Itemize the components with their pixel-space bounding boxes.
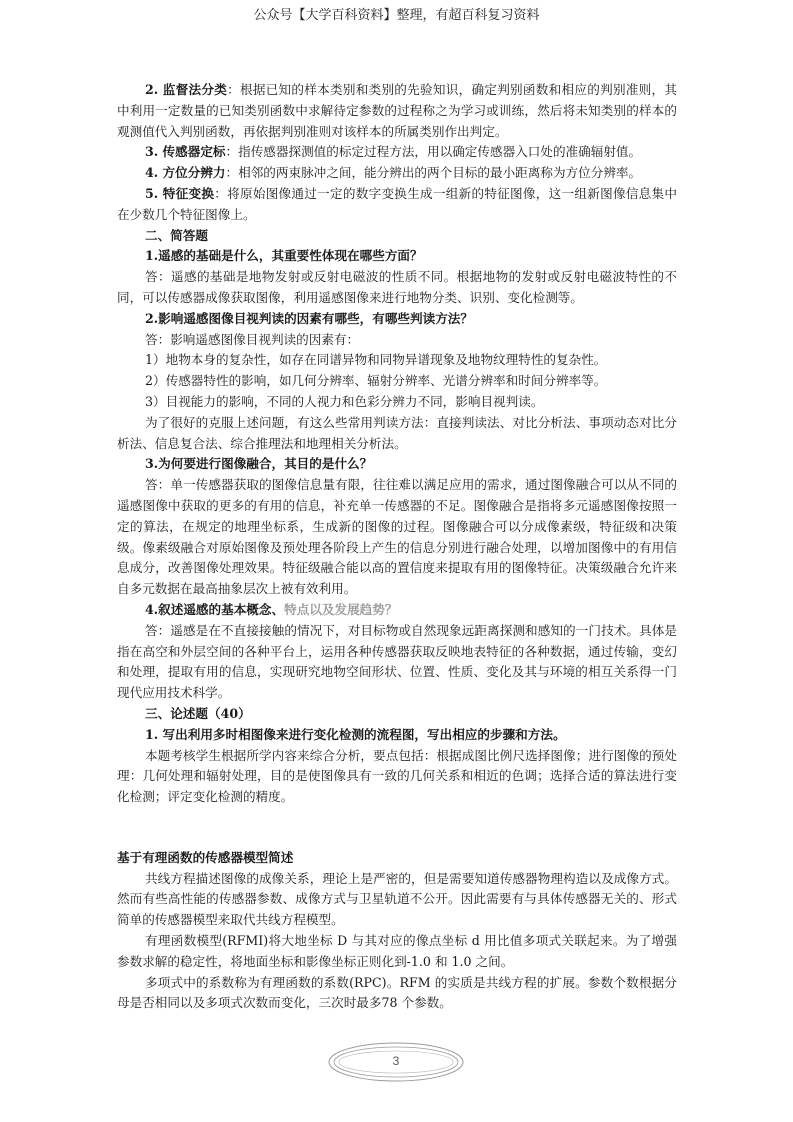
answer-text: 答：遥感是在不直接接触的情况下，对目标物或自然现象远距离探测和感知的一门技术。具体是指在高空和外层空间的各种平台上，运用各种传感器获取反映地表特征的各种数据，通过传输，变幻和处理，提取有用的信息，实现研究地物空间形状、位置、性质、变化及其与环境的相互关系得一门现代应用技术科学。 — [117, 622, 677, 701]
paragraph: 共线方程描述图像的成像关系，理论上是严密的，但是需要知道传感器物理构造以及成像方式。然而有些高性能的传感器参数、成像方式与卫星轨道不公开。因此需要有与具体传感器无关的、形式简单的传感器模型来取代共线方程模型。 — [117, 870, 677, 928]
answer-point: 2）传感器特性的影响，如几何分辨率、辐射分辨率、光谱分辨率和时间分辨率等。 — [145, 373, 607, 389]
page-header: 公众号【大学百科资料】整理，有超百科复习资料 — [253, 8, 540, 23]
question-heading: 2.影响遥感图像目视判读的因素有哪些，有哪些判读方法？ — [145, 310, 473, 326]
definition-text: ：将原始图像通过一定的数字变换生成一组新的特征图像，这一组新图像信息集中在少数几个特征图像上。 — [117, 185, 677, 222]
page-number: 3 — [392, 1054, 400, 1068]
page-content — [117, 80, 677, 1014]
definition-term: 4. 方位分辨力 — [145, 165, 226, 181]
section-title: 二、简答题 — [145, 227, 208, 243]
answer-intro: 答：影响遥感图像目视判读的因素有： — [145, 331, 360, 347]
paragraph: 有理函数模型(RFMI)将大地坐标 D 与其对应的像点坐标 d 用比值多项式关联起来。为了增强参数求解的稳定性，将地面坐标和影像坐标正则化到-1.0 和 1.0 之间。 — [117, 933, 677, 969]
spacer — [117, 808, 677, 828]
spacer — [117, 828, 677, 848]
answer-text: 为了很好的克服上述问题，有这么些常用判读方法：直接判读法、对比分析法、事项动态对比分析法、信息复合法、综合推理法和地理相关分析法。 — [117, 414, 677, 451]
question-heading: 3.为何要进行图像融合，其目的是什么？ — [145, 456, 373, 472]
definition-item — [117, 80, 677, 142]
question-part: 4.叙述遥感的基本概念、 — [145, 601, 285, 617]
page-footer — [326, 1040, 466, 1084]
definition-text: ：指传感器探测值的标定过程方法，用以确定传感器入口处的准确辐射值。 — [225, 144, 642, 160]
question-part-highlight: 特点以及发展趋势？ — [284, 601, 398, 617]
section-title: 三、论述题（40） — [145, 705, 251, 721]
answer-text: 答：遥感的基础是地物发射或反射电磁波的性质不同。根据地物的发射或反射电磁波特性的不同，可以传感器成像获取图像，利用遥感图像来进行地物分类、识别、变化检测等。 — [117, 269, 677, 305]
definition-item — [117, 163, 677, 184]
definition-term: 3. 传感器定标 — [145, 144, 226, 160]
answer-point: 3）目视能力的影响，不同的人视力和色彩分辨力不同，影响目视判读。 — [145, 393, 544, 409]
answer-text: 本题考核学生根据所学内容来综合分析，要点包括：根据成图比例尺选择图像；进行图像的预处理：几何处理和辐射处理，目的是使图像具有一致的几何关系和相近的色调；选择合适的算法进行变化检测；评定变化检测的精度。 — [117, 747, 677, 805]
definition-term: 2. 监督法分类 — [145, 82, 228, 97]
definition-term: 5. 特征变换 — [145, 185, 215, 201]
definition-item — [117, 142, 677, 163]
question-heading — [117, 600, 677, 621]
answer-point: 1）地物本身的复杂性，如存在同谱异物和同物异谱现象及地物纹理特性的复杂性。 — [145, 352, 607, 368]
paragraph: 多项式中的系数称为有理函数的系数(RPC)。RFM 的实质是共线方程的扩展。参数个数根据分母是否相同以及多项式次数而变化，三次时最多78 个参数。 — [117, 974, 677, 1011]
answer-text: 答：单一传感器获取的图像信息量有限，往往难以满足应用的需求，通过图像融合可以从不同的遥感图像中获取的更多的有用的信息，补充单一传感器的不足。图像融合是指将多元遥感图像按照一定的算法，在规定的地理坐标系，生成新的图像的过程。图像融合可以分成像素级，特征级和决策级。像素级融合对原始图像及预处理各阶段上产生的信息分别进行融合处理，以增加图像中的有用信息成分，改善图像处理效果。特征级融合能以高的置信度来提取有用的图像特征。决策级融合允许来自多元数据在最高抽象层次上被有效利用。 — [117, 477, 677, 597]
question-heading: 1. 写出利用多时相图像来进行变化检测的流程图，写出相应的步骤和方法。 — [145, 726, 566, 742]
definition-text: ：相邻的两束脉冲之间，能分辨出的两个目标的最小距离称为方位分辨率。 — [225, 165, 642, 181]
question-heading: 1.遥感的基础是什么，其重要性体现在哪些方面？ — [145, 248, 423, 264]
definition-item — [117, 184, 677, 226]
subsection-title: 基于有理函数的传感器模型简述 — [117, 849, 294, 865]
definition-text: ：根据已知的样本类别和类别的先验知识，确定判别函数和相应的判别准则，其中利用一定数量的已知类别函数中求解待定参数的过程称之为学习或训练，然后将未知类别的样本的观测值代入判别函数，再依据判别准则对该样本的所属类别作出判定。 — [117, 82, 677, 139]
